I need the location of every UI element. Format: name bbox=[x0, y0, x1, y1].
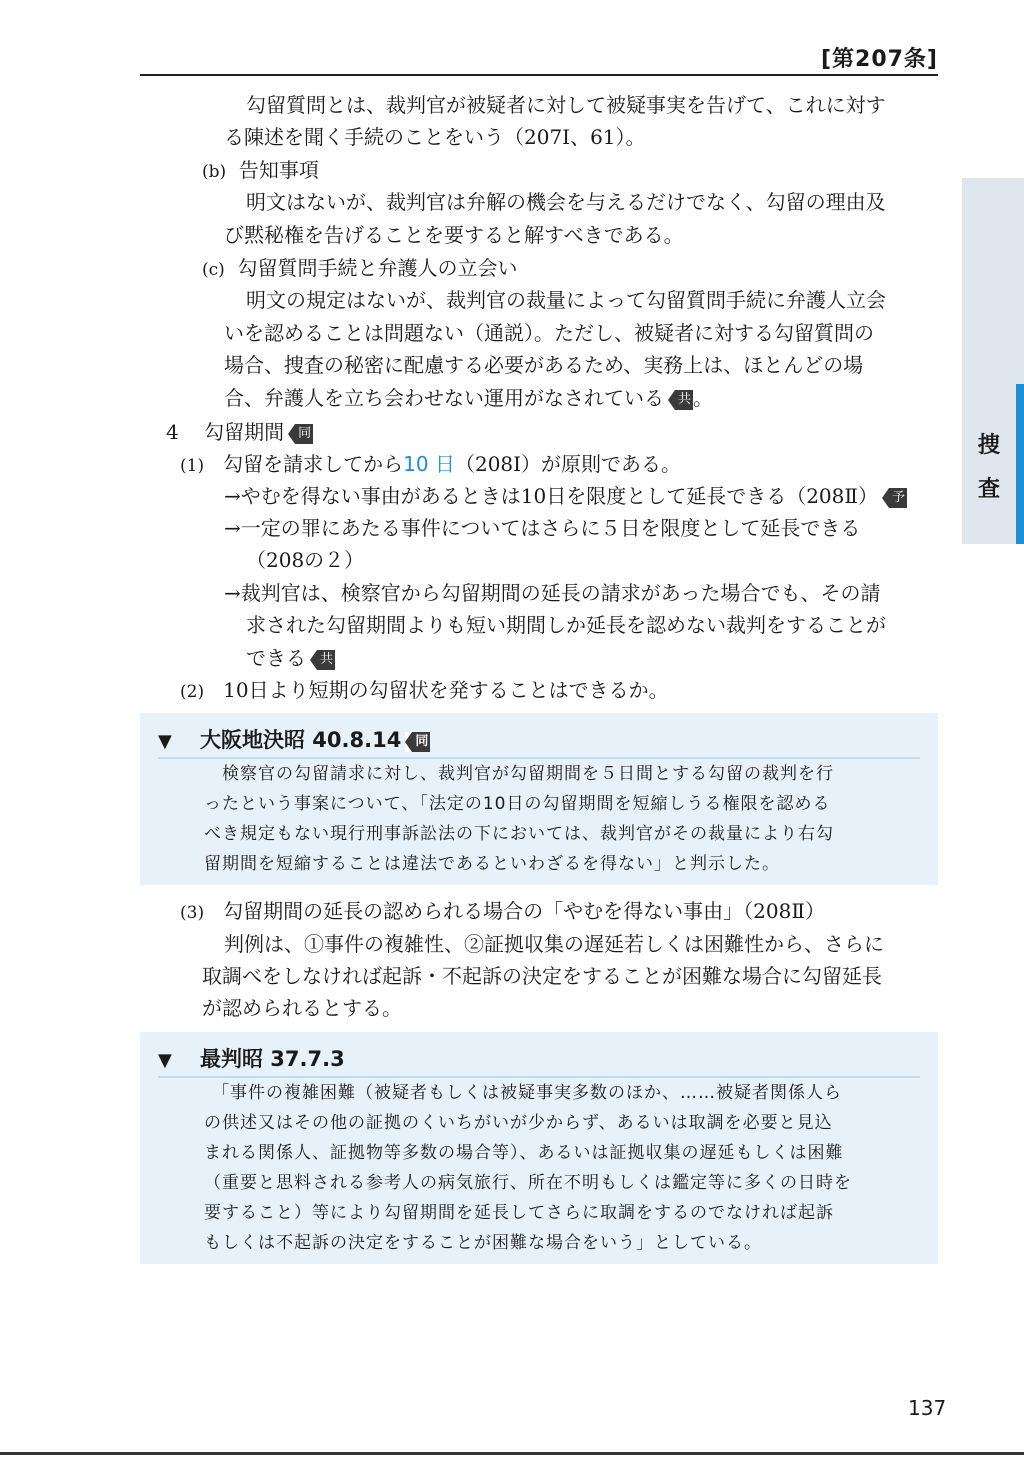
body-text-fragment: 。 bbox=[693, 386, 714, 410]
list-subitem: →一定の罪にあたる事件についてはさらに５日を限度として延長できる bbox=[224, 516, 861, 540]
item-heading bbox=[202, 253, 518, 285]
case-text: べき規定もない現行刑事訴訟法の下においては、裁判官がその裁量により右勾 bbox=[204, 824, 834, 844]
list-item bbox=[180, 449, 681, 481]
item-label: (3) bbox=[180, 903, 205, 923]
body-text-fragment: （208Ⅰ）が原則である。 bbox=[454, 452, 682, 476]
case-text: もしくは不起訴の決定をすることが困難な場合をいう」としている。 bbox=[204, 1233, 762, 1253]
body-text: 求された勾留期間よりも短い期間しか延長を認めない裁判をすることが bbox=[246, 613, 886, 637]
case-text: 検察官の勾留請求に対し、裁判官が勾留期間を５日間とする勾留の裁判を行 bbox=[222, 764, 834, 784]
body-text bbox=[246, 643, 335, 673]
body-text-fragment: できる bbox=[246, 646, 306, 670]
item-label: (1) bbox=[180, 456, 205, 476]
item-label: (c) bbox=[202, 260, 225, 280]
body-text: び黙秘権を告げることを要すると解すべきである。 bbox=[224, 223, 684, 247]
triangle-icon: ▼ bbox=[158, 731, 172, 752]
body-text: 取調べをしなければ起訴・不起訴の決定をすることが困難な場合に勾留延長 bbox=[202, 964, 882, 988]
chapter-tab[interactable] bbox=[962, 384, 1024, 544]
exam-mark-common: 共 bbox=[310, 650, 335, 670]
case-title: 大阪地決昭 40.8.14 bbox=[200, 728, 402, 752]
article-reference: [第207条] bbox=[820, 47, 938, 72]
body-text-fragment: 10日より短期の勾留状を発することはできるか。 bbox=[223, 678, 669, 702]
bottom-rule bbox=[0, 1452, 1024, 1455]
case-text: 留期間を短縮することは違法であるといわざるを得ない」と判示した。 bbox=[204, 854, 780, 874]
body-text: 明文はないが、裁判官は弁解の機会を与えるだけでなく、勾留の理由及 bbox=[246, 190, 886, 214]
section-title: 勾留期間 bbox=[204, 420, 285, 444]
case-heading bbox=[158, 723, 920, 759]
section-heading bbox=[166, 417, 313, 447]
highlighted-term: 10 日 bbox=[403, 452, 455, 476]
case-text: 「事件の複雑困難（被疑者もしくは被疑事実多数のほか、……被疑者関係人ら bbox=[212, 1083, 842, 1103]
body-text: いを認めることは問題ない（通説）。ただし、被疑者に対する勾留質問の bbox=[224, 321, 874, 345]
item-heading bbox=[202, 155, 319, 187]
case-box-osaka bbox=[140, 713, 938, 885]
case-box-supreme bbox=[140, 1032, 938, 1264]
case-heading bbox=[158, 1042, 920, 1078]
exam-mark-same: 同 bbox=[288, 424, 313, 444]
case-text: まれる関係人、証拠物等多数の場合等）、あるいは証拠収集の遅延もしくは困難 bbox=[204, 1143, 844, 1163]
chapter-tab-char: 査 bbox=[977, 477, 1000, 502]
item-label: (b) bbox=[202, 162, 227, 182]
list-subitem: →裁判官は、検察官から勾留期間の延長の請求があった場合でも、その請 bbox=[224, 581, 881, 605]
body-text-fragment: 勾留期間の延長の認められる場合の「やむを得ない事由」（208Ⅱ） bbox=[223, 899, 825, 923]
triangle-icon: ▼ bbox=[158, 1050, 172, 1071]
item-title: 勾留質問手続と弁護人の立会い bbox=[237, 256, 518, 280]
body-text: 場合、捜査の秘密に配慮する必要があるため、実務上は、ほとんどの場 bbox=[224, 353, 864, 377]
body-text: が認められるとする。 bbox=[202, 996, 402, 1020]
page-header bbox=[140, 38, 938, 76]
list-subitem bbox=[224, 481, 907, 511]
body-text-fragment: →やむを得ない事由があるときは10日を限度として延長できる（208Ⅱ） bbox=[224, 484, 878, 508]
chapter-tab-char: 捜 bbox=[977, 433, 1000, 458]
case-text: 要すること）等により勾留期間を延長してさらに取調をするのでなければ起訴 bbox=[204, 1203, 834, 1223]
list-item bbox=[180, 896, 825, 928]
body-text: 勾留質問とは、裁判官が被疑者に対して被疑事実を告げて、これに対す bbox=[246, 93, 886, 117]
exam-mark-preliminary: 予 bbox=[882, 488, 907, 508]
case-text: ったという事案について、「法定の10日の勾留期間を短縮しうる権限を認める bbox=[204, 794, 831, 814]
section-number: 4 bbox=[166, 420, 179, 444]
item-title: 告知事項 bbox=[238, 158, 319, 182]
case-text: （重要と思料される参考人の病気旅行、所在不明もしくは鑑定等に多くの日時を bbox=[204, 1173, 852, 1193]
body-text-fragment: 勾留を請求してから bbox=[223, 452, 404, 476]
item-label: (2) bbox=[180, 682, 205, 702]
body-text bbox=[224, 383, 713, 413]
body-text: （208の２） bbox=[246, 548, 365, 572]
case-text: の供述又はその他の証拠のくいちがいが少からず、あるいは取調を必要と見込 bbox=[204, 1113, 833, 1133]
exam-mark-same: 同 bbox=[405, 732, 430, 752]
page-number: 137 bbox=[908, 1396, 947, 1420]
case-title: 最判昭 37.7.3 bbox=[200, 1047, 345, 1071]
body-text: 明文の規定はないが、裁判官の裁量によって勾留質問手続に弁護人立会 bbox=[246, 288, 886, 312]
exam-mark-common: 共 bbox=[668, 390, 693, 410]
list-item bbox=[180, 675, 669, 707]
body-text-fragment: 合、弁護人を立ち会わせない運用がなされている bbox=[224, 386, 664, 410]
body-text: 判例は、①事件の複雑性、②証拠収集の遅延若しくは困難性から、さらに bbox=[224, 932, 884, 956]
body-text: る陳述を聞く手続のことをいう（207Ⅰ、61）。 bbox=[224, 125, 646, 149]
